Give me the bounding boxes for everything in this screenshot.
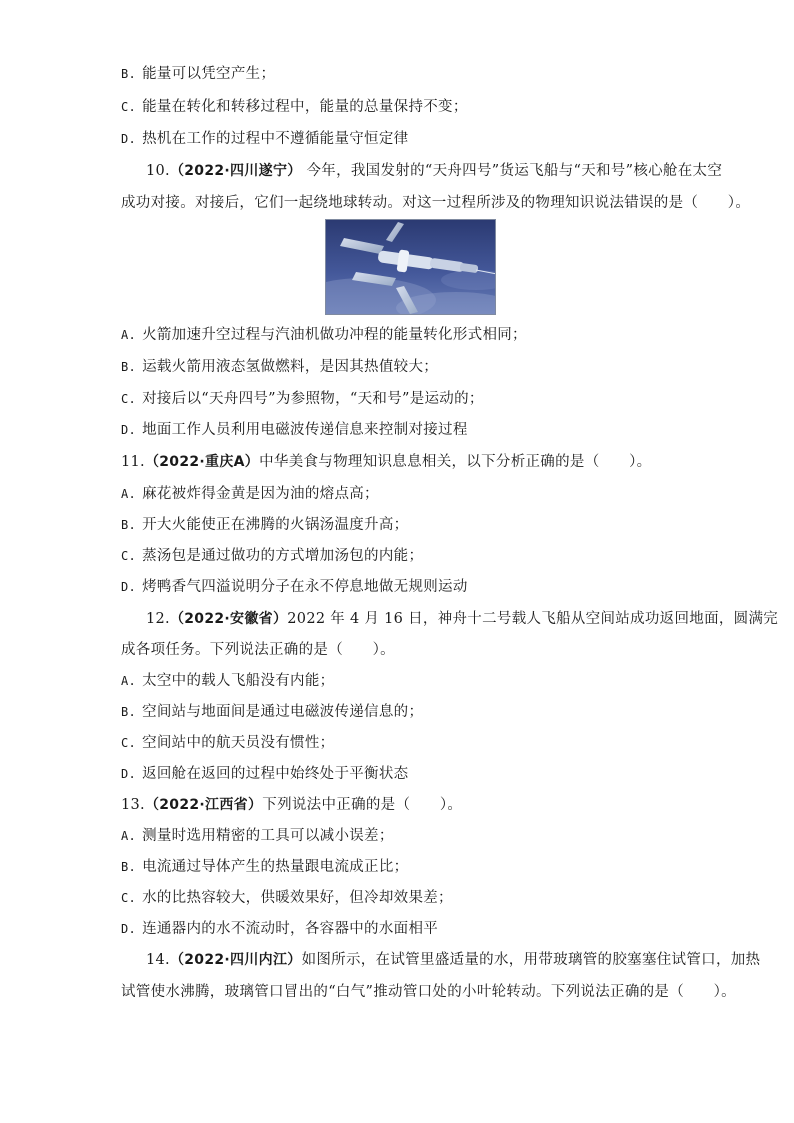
option-text: 开大火能使正在沸腾的火锅汤温度升高； — [142, 517, 409, 533]
option-letter: D. — [121, 922, 137, 936]
option-text: 连通器内的水不流动时，各容器中的水面相平 — [142, 921, 439, 937]
option-text: 空间站中的航天员没有惯性； — [142, 735, 335, 751]
question-text: 下列说法中正确的是（ ）。 — [262, 797, 463, 813]
q12-option-d — [121, 764, 408, 784]
q11-option-c — [121, 546, 423, 566]
option-text: 太空中的载人飞船没有内能； — [142, 673, 335, 689]
question-source: （2022·四川遂宁） — [169, 163, 302, 179]
option-letter: B. — [121, 360, 137, 374]
option-letter: B. — [121, 860, 137, 874]
space-station-photo — [325, 219, 496, 315]
question-source: （2022·江西省） — [144, 797, 263, 813]
option-c — [121, 97, 468, 117]
q10-option-c — [121, 389, 484, 409]
q10-option-a — [121, 325, 527, 345]
option-text: 热机在工作的过程中不遵循能量守恒定律 — [142, 131, 409, 147]
q11-option-d — [121, 577, 468, 597]
option-letter: C. — [121, 100, 137, 114]
question-12-stem — [146, 609, 778, 629]
option-letter: D. — [121, 423, 137, 437]
question-text: 如图所示，在试管里盛适量的水，用带玻璃管的胶塞塞住试管口，加热 — [301, 952, 761, 968]
option-text: 麻花被炸得金黄是因为油的熔点高； — [142, 486, 379, 502]
q12-option-c — [121, 733, 334, 753]
option-letter: A. — [121, 829, 137, 843]
option-text: 蒸汤包是通过做功的方式增加汤包的内能； — [142, 548, 424, 564]
option-text: 空间站与地面间是通过电磁波传递信息的； — [142, 704, 424, 720]
option-text: 火箭加速升空过程与汽油机做功冲程的能量转化形式相同； — [142, 327, 527, 343]
option-text: 电流通过导体产生的热量跟电流成正比； — [142, 859, 409, 875]
option-text: 能量可以凭空产生； — [142, 66, 276, 82]
option-text: 水的比热容较大，供暖效果好，但冷却效果差； — [142, 890, 453, 906]
option-letter: C. — [121, 891, 137, 905]
q13-option-d — [121, 919, 438, 939]
option-text: 对接后以“天舟四号”为参照物，“天和号”是运动的； — [142, 391, 484, 407]
question-number: 11. — [121, 454, 145, 470]
option-letter: A. — [121, 674, 137, 688]
question-number: 10. — [146, 163, 170, 179]
q10-option-b — [121, 357, 438, 377]
option-text: 返回舱在返回的过程中始终处于平衡状态 — [142, 766, 409, 782]
question-text: 2022 年 4 月 16 日，神舟十二号载人飞船从空间站成功返回地面，圆满完 — [287, 611, 779, 627]
q13-option-b — [121, 857, 408, 877]
option-letter: C. — [121, 736, 137, 750]
question-number: 12. — [146, 611, 170, 627]
question-text: 中华美食与物理知识息息相关，以下分析正确的是（ ）。 — [259, 454, 652, 470]
question-10-stem — [146, 161, 722, 181]
question-12-stem-cont: 成各项任务。下列说法正确的是（ ）。 — [121, 642, 395, 658]
q10-option-d — [121, 420, 468, 440]
option-letter: B. — [121, 705, 137, 719]
option-letter: B. — [121, 67, 137, 81]
question-10-stem-cont: 成功对接。对接后，它们一起绕地球转动。对这一过程所涉及的物理知识说法错误的是（ ）。 — [121, 195, 751, 211]
q13-option-c — [121, 888, 453, 908]
option-text: 能量在转化和转移过程中，能量的总量保持不变； — [142, 99, 468, 115]
option-letter: C. — [121, 392, 137, 406]
option-d — [121, 129, 408, 149]
question-source: （2022·四川内江） — [169, 952, 302, 968]
option-letter: D. — [121, 580, 137, 594]
question-text: 今年，我国发射的“天舟四号”货运飞船与“天和号”核心舱在太空 — [301, 163, 723, 179]
option-text: 地面工作人员利用电磁波传递信息来控制对接过程 — [142, 422, 468, 438]
question-13-stem — [121, 795, 462, 815]
q12-option-b — [121, 702, 423, 722]
question-14-stem — [146, 950, 760, 970]
q12-option-a — [121, 671, 334, 691]
option-b — [121, 64, 275, 84]
option-letter: A. — [121, 328, 137, 342]
question-14-stem-cont: 试管使水沸腾，玻璃管口冒出的“白气”推动管口处的小叶轮转动。下列说法正确的是（ ）。 — [121, 984, 736, 1000]
option-text: 烤鸭香气四溢说明分子在永不停息地做无规则运动 — [142, 579, 468, 595]
option-letter: D. — [121, 767, 137, 781]
option-letter: C. — [121, 549, 137, 563]
option-text: 运载火箭用液态氢做燃料，是因其热值较大； — [142, 359, 439, 375]
option-letter: B. — [121, 518, 137, 532]
option-letter: A. — [121, 487, 137, 501]
question-number: 13. — [121, 797, 145, 813]
question-11-stem — [121, 452, 651, 472]
q13-option-a — [121, 826, 394, 846]
question-source: （2022·重庆A） — [144, 454, 260, 470]
option-text: 测量时选用精密的工具可以减小误差； — [142, 828, 394, 844]
question-number: 14. — [146, 952, 170, 968]
q11-option-b — [121, 515, 408, 535]
option-letter: D. — [121, 132, 137, 146]
q11-option-a — [121, 484, 379, 504]
question-source: （2022·安徽省） — [169, 611, 288, 627]
